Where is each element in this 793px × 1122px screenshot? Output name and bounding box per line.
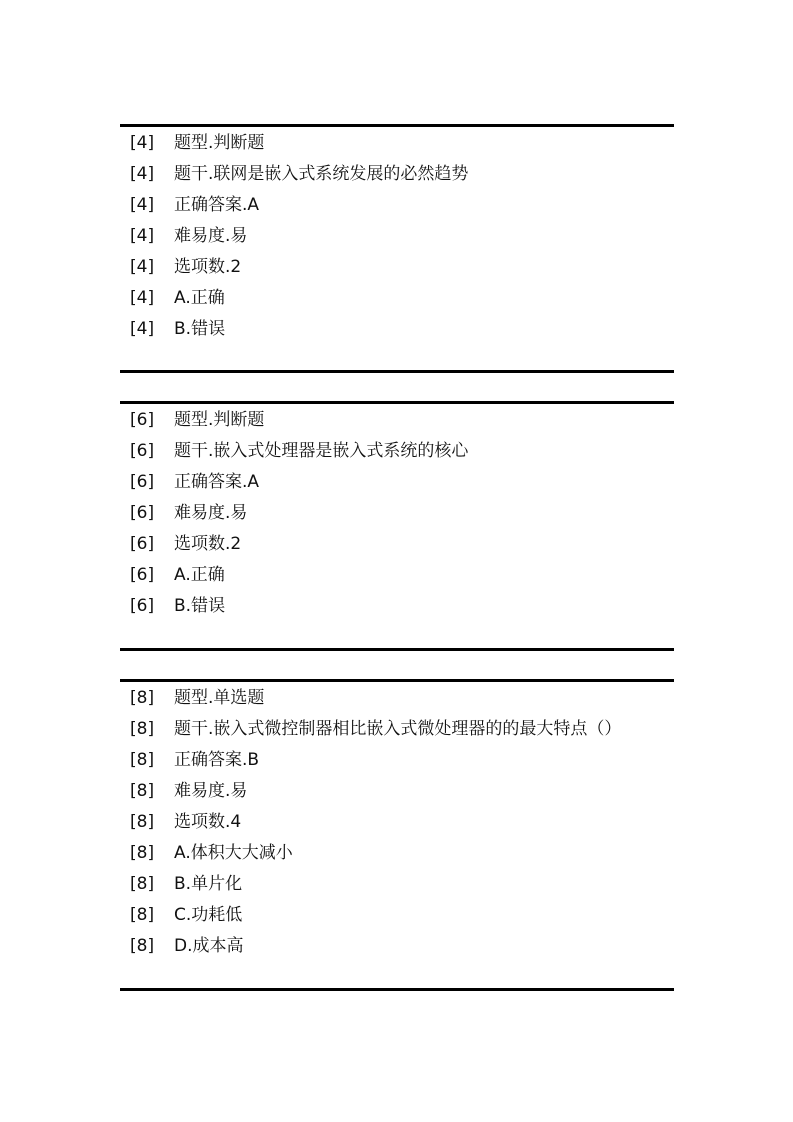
q3-option-d-row [130,931,674,962]
q1-number: [4] [130,195,155,215]
q3-option-b-row [130,869,674,900]
q3-option-a: A.体积大大减小 [174,843,293,863]
q2-stem-row [130,436,674,467]
q1-stem: 题干.联网是嵌入式系统发展的必然趋势 [174,164,469,184]
divider-top-q1 [120,124,674,127]
q2-stem: 题干.嵌入式处理器是嵌入式系统的核心 [174,441,469,461]
q2-difficulty-row [130,498,674,529]
q2-answer: 正确答案.A [174,472,260,492]
divider-bottom-q2 [120,648,674,651]
q3-option-b: B.单片化 [174,874,243,894]
q2-option-a: A.正确 [174,565,225,585]
q1-number: [4] [130,288,155,308]
q3-option-c: C.功耗低 [174,905,243,925]
q1-option-a: A.正确 [174,288,225,308]
q3-stem: 题干.嵌入式微控制器相比嵌入式微处理器的的最大特点（） [174,719,622,739]
q1-option-count: 选项数.2 [174,257,242,277]
q2-number: [6] [130,565,155,585]
q1-option-b-row [130,314,674,345]
q3-stem-row [130,714,674,745]
q3-number: [8] [130,874,155,894]
q3-answer: 正确答案.B [174,750,260,770]
q2-number: [6] [130,503,155,523]
q3-option-count: 选项数.4 [174,812,242,832]
q2-type-row [130,405,674,436]
q3-answer-row [130,745,674,776]
q3-difficulty: 难易度.易 [174,781,248,801]
q3-number: [8] [130,750,155,770]
q2-number: [6] [130,472,155,492]
divider-bottom-q3 [120,988,674,991]
q2-answer-row [130,467,674,498]
q1-number: [4] [130,133,155,153]
q1-option-b: B.错误 [174,319,226,339]
divider-top-q2 [120,401,674,404]
q3-number: [8] [130,688,155,708]
q1-number: [4] [130,164,155,184]
q3-number: [8] [130,843,155,863]
q2-option-count: 选项数.2 [174,534,242,554]
q2-number: [6] [130,410,155,430]
q1-number: [4] [130,257,155,277]
q3-difficulty-row [130,776,674,807]
q3-number: [8] [130,936,155,956]
question-block-2 [130,405,674,622]
q3-type-row [130,683,674,714]
q3-option-count-row [130,807,674,838]
q2-option-b: B.错误 [174,596,226,616]
q2-number: [6] [130,441,155,461]
q1-type: 题型.判断题 [174,133,265,153]
q3-option-c-row [130,900,674,931]
q3-number: [8] [130,719,155,739]
q1-difficulty-row [130,221,674,252]
q1-stem-row [130,159,674,190]
q1-number: [4] [130,319,155,339]
q2-number: [6] [130,596,155,616]
q1-answer-row [130,190,674,221]
q1-option-count-row [130,252,674,283]
divider-top-q3 [120,679,674,682]
q2-option-b-row [130,591,674,622]
q1-number: [4] [130,226,155,246]
q3-option-a-row [130,838,674,869]
q2-option-a-row [130,560,674,591]
q1-type-row [130,128,674,159]
question-block-1 [130,128,674,345]
question-block-3 [130,683,674,962]
q3-number: [8] [130,781,155,801]
q2-type: 题型.判断题 [174,410,265,430]
q3-number: [8] [130,812,155,832]
q3-type: 题型.单选题 [174,688,265,708]
q1-difficulty: 难易度.易 [174,226,248,246]
q3-number: [8] [130,905,155,925]
q2-option-count-row [130,529,674,560]
q2-number: [6] [130,534,155,554]
q3-option-d: D.成本高 [174,936,244,956]
q2-difficulty: 难易度.易 [174,503,248,523]
q1-answer: 正确答案.A [174,195,260,215]
divider-bottom-q1 [120,370,674,373]
q1-option-a-row [130,283,674,314]
